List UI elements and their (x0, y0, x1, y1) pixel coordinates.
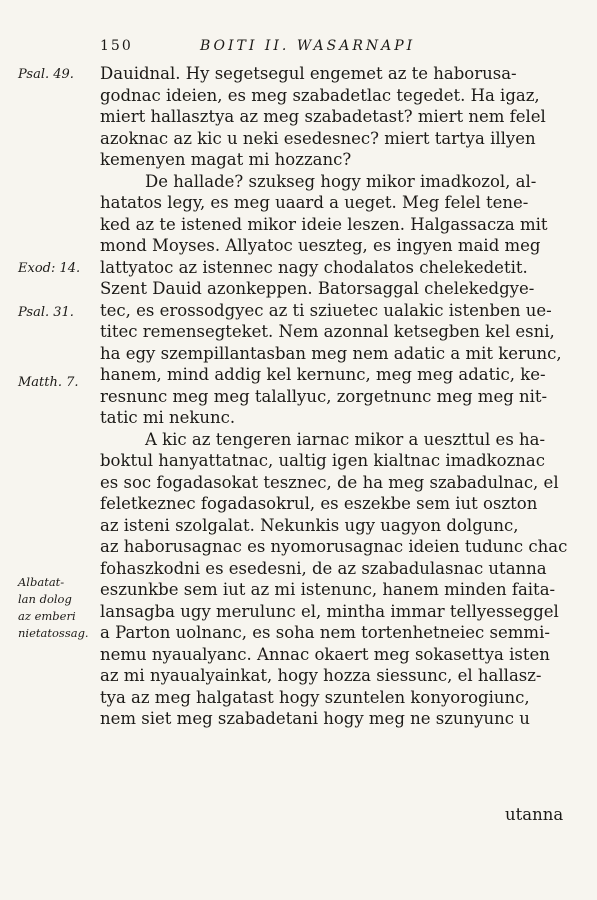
page-number: 150 (100, 38, 133, 54)
margin-note-line: lan dolog (18, 592, 72, 606)
text-line: lansagba ugy merulunc el, mintha immar tellyesseggel (100, 601, 559, 621)
text-line: miert hallasztya az meg szabadetast? miert nem felel (100, 107, 546, 126)
catchword: utanna (505, 805, 564, 824)
text-line: titec remensegteket. Nem azonnal ketsegben kel esni, (100, 322, 555, 341)
running-title: BOITI II. WASARNAPI (200, 38, 416, 54)
margin-note-exod-14: Exod: 14. (18, 261, 81, 276)
text-line: eszunkbe sem iut az mi istenunc, hanem minden faita- (100, 580, 556, 599)
margin-note-line: Albatat- (18, 575, 65, 589)
text-line: nem siet meg szabadetani hogy meg ne szunyunc u (100, 709, 530, 728)
text-line: tatic mi nekunc. (100, 408, 236, 427)
text-line: boktul hanyattatnac, ualtig igen kialtnac imadkoznac (100, 451, 546, 470)
margin-note-psal-49: Psal. 49. (18, 67, 74, 82)
margin-note-albatatlan (18, 574, 98, 642)
body-text (100, 63, 572, 730)
text-line: godnac ideien, es meg szabadetlac tegedet. Ha igaz, (100, 85, 540, 105)
text-line: feletkeznec fogadasokrul, es eszekbe sem iut oszton (100, 494, 538, 513)
text-line: hatatos legy, es meg uaard a ueget. Meg felel tene- (100, 193, 529, 212)
text-line: De hallade? szukseg hogy mikor imadkozol, al- (145, 171, 537, 191)
text-line: lattyatoc az istennec nagy chodalatos chelekedetit. (100, 257, 528, 277)
text-line: ha egy szempillantasban meg nem adatic a mit kerunc, (100, 343, 562, 363)
text-line: ked az te istened mikor ideie leszen. Halgassacza mit (100, 214, 548, 234)
text-line: resnunc meg meg talallyuc, zorgetnunc meg meg nit- (100, 386, 548, 406)
margin-note-matth-7: Matth. 7. (18, 375, 79, 390)
margin-note-psal-31: Psal. 31. (18, 305, 74, 320)
text-line: tya az meg halgatast hogy szuntelen konyorogiunc, (100, 687, 530, 707)
text-line: es soc fogadasokat tesznec, de ha meg szabadulnac, el (100, 472, 559, 492)
text-line: az isteni szolgalat. Nekunkis ugy uagyon dolgunc, (100, 515, 519, 535)
text-line: az mi nyaualyainkat, hogy hozza siessunc, el hallasz- (100, 666, 542, 685)
text-line: hanem, mind addig kel kernunc, meg meg adatic, ke- (100, 365, 546, 384)
text-line: azoknac az kic u neki esedesnec? miert tartya illyen (100, 128, 536, 148)
text-line: a Parton uolnanc, es soha nem tortenhetneiec semmi- (100, 623, 550, 642)
text-line: az haborusagnac es nyomorusagnac ideien tudunc chac (100, 537, 568, 556)
text-line: Szent Dauid azonkeppen. Batorsaggal chelekedgye- (100, 279, 535, 298)
text-line: kemenyen magat mi hozzanc? (100, 150, 352, 169)
text-line: nemu nyaualyanc. Annac okaert meg sokasettya isten (100, 644, 550, 664)
text-line: tec, es erossodgyec az ti sziuetec ualakic istenben ue- (100, 300, 552, 320)
text-line: mond Moyses. Allyatoc ueszteg, es ingyen maid meg (100, 236, 541, 255)
text-line: A kic az tengeren iarnac mikor a ueszttul es ha- (145, 429, 546, 449)
margin-note-line: nietatossag. (18, 626, 89, 640)
text-line: fohaszkodni es esedesni, de az szabadulasnac utanna (100, 558, 547, 578)
text-line: Dauidnal. Hy segetsegul engemet az te haborusa- (100, 64, 517, 83)
margin-note-line: az emberi (18, 609, 76, 623)
